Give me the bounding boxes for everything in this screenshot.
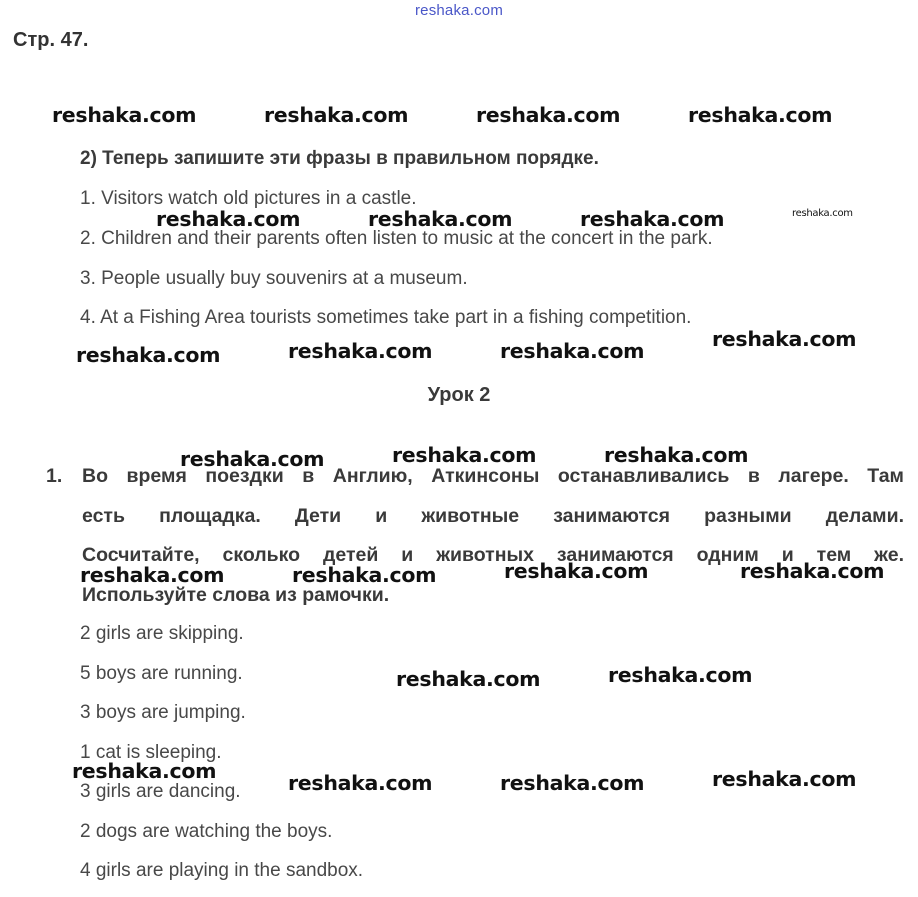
watermark: reshaka.com: [500, 339, 645, 363]
exercise-instruction-line: Во время поездки в Англию, Аткинсоны останавливались в лагере. Там: [82, 465, 904, 487]
page-number: Стр. 47.: [13, 29, 89, 51]
watermark: reshaka.com: [476, 103, 621, 127]
watermark: reshaka.com: [608, 663, 753, 687]
watermark: reshaka.com: [264, 103, 409, 127]
lesson-title-text: Урок 2: [427, 384, 491, 406]
sentence-item: 4. At a Fishing Area tourists sometimes take part in a fishing competition.: [80, 307, 692, 328]
sentence-item: 1. Visitors watch old pictures in a castle.: [80, 188, 417, 209]
exercise-instruction-line: Используйте слова из рамочки.: [82, 584, 390, 606]
answer-item: 2 dogs are watching the boys.: [80, 821, 333, 842]
answer-item: 3 boys are jumping.: [80, 702, 246, 723]
watermark: reshaka.com: [80, 563, 225, 587]
answer-item: 5 boys are running.: [80, 663, 243, 684]
watermark: reshaka.com: [288, 771, 433, 795]
answer-item: 1 cat is sleeping.: [80, 742, 222, 763]
answer-item: 4 girls are playing in the sandbox.: [80, 860, 364, 881]
watermark: reshaka.com: [792, 208, 853, 219]
watermark: reshaka.com: [292, 563, 437, 587]
watermark: reshaka.com: [368, 207, 513, 231]
watermark: reshaka.com: [52, 103, 197, 127]
watermark: reshaka.com: [180, 447, 325, 471]
watermark: reshaka.com: [288, 339, 433, 363]
exercise-instruction-line: Сосчитайте, сколько детей и животных занимаются одним и тем же.: [82, 544, 904, 566]
sentence-item: 3. People usually buy souvenirs at a museum.: [80, 268, 468, 289]
watermark: reshaka.com: [500, 771, 645, 795]
sentence-item: 2. Children and their parents often listen to music at the concert in the park.: [80, 228, 713, 249]
watermark: reshaka.com: [740, 559, 885, 583]
site-header-link[interactable]: reshaka.com: [414, 2, 504, 19]
task-heading: 2) Теперь запишите эти фразы в правильном порядке.: [80, 148, 599, 169]
answer-item: 2 girls are skipping.: [80, 623, 244, 644]
watermark: reshaka.com: [580, 207, 725, 231]
lesson-title: [0, 384, 918, 407]
watermark: reshaka.com: [72, 759, 217, 783]
watermark: reshaka.com: [604, 443, 749, 467]
watermark: reshaka.com: [712, 327, 857, 351]
watermark: reshaka.com: [712, 767, 857, 791]
watermark: reshaka.com: [504, 559, 649, 583]
watermark: reshaka.com: [392, 443, 537, 467]
watermark: reshaka.com: [688, 103, 833, 127]
answer-item: 3 girls are dancing.: [80, 781, 241, 802]
exercise-instruction-line: есть площадка. Дети и животные занимаются разными делами.: [82, 505, 904, 527]
exercise-number: 1.: [46, 465, 63, 487]
watermark: reshaka.com: [396, 667, 541, 691]
watermark: reshaka.com: [76, 343, 221, 367]
watermark: reshaka.com: [156, 207, 301, 231]
